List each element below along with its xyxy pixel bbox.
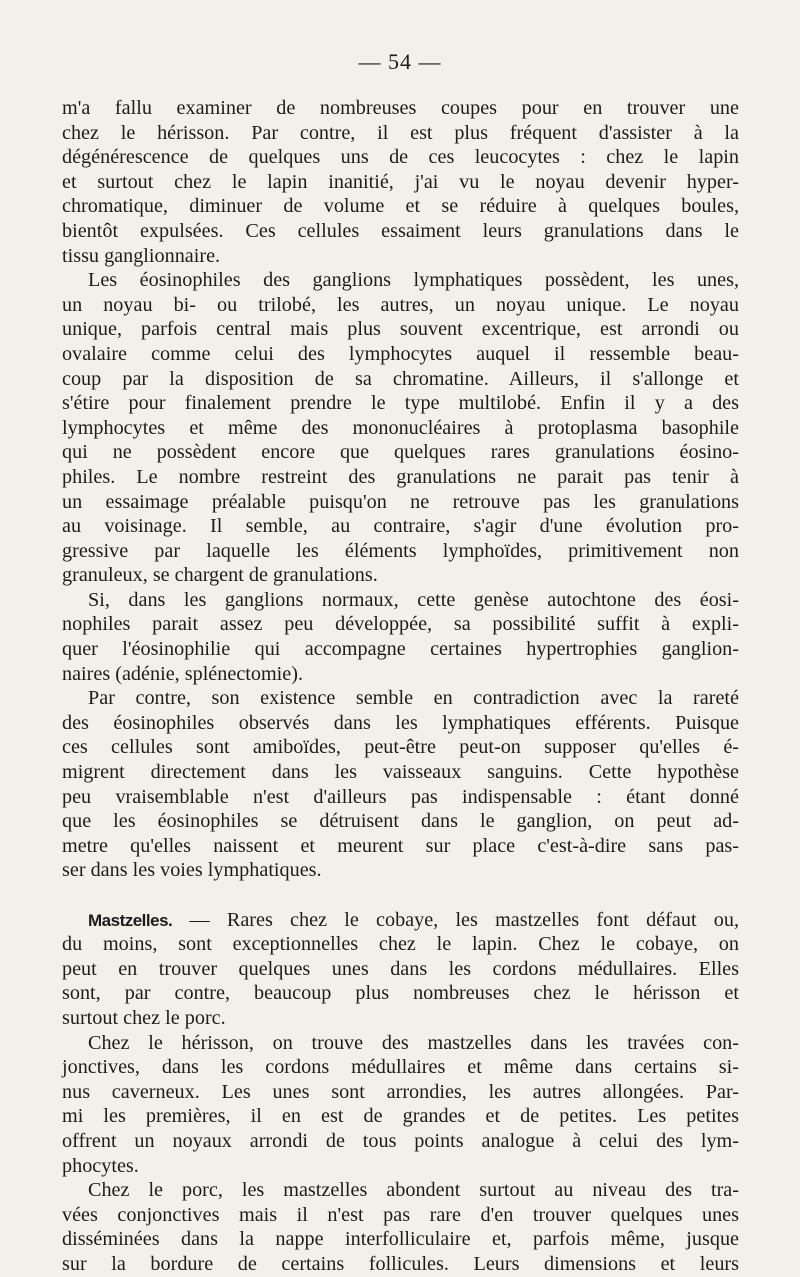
text-line [62, 760, 739, 785]
text-line [62, 711, 739, 736]
text-line [62, 1252, 739, 1277]
line-text: Si, dans les ganglions normaux, cette genèse autochtone des éosi- [88, 588, 739, 611]
line-text: phocytes. [62, 1154, 139, 1177]
line-text: s'étire pour finalement prendre le type multilobé. Enfin il y a des [62, 392, 739, 415]
text-line [62, 145, 739, 170]
line-text: un noyau bi- ou trilobé, les autres, un noyau unique. Le noyau [62, 293, 739, 316]
text-line [62, 588, 739, 613]
line-text: dégénérescence de quelques uns de ces leucocytes : chez le lapin [62, 146, 739, 169]
text-line [62, 514, 739, 539]
line-text: disséminées dans la nappe interfolliculaire et, parfois même, jusque [62, 1228, 739, 1251]
line-text: — Rares chez le cobaye, les mastzelles font défaut ou, [172, 908, 739, 931]
text-line [62, 932, 739, 957]
text-line [62, 244, 739, 269]
text-line [62, 1080, 739, 1105]
line-text: nophiles parait assez peu développée, sa possibilité suffit à expli- [62, 613, 739, 636]
line-text: philes. Le nombre restreint des granulations ne parait pas tenir à [62, 465, 739, 488]
text-line [62, 1055, 739, 1080]
text-line [62, 686, 739, 711]
line-text: et surtout chez le lapin inanitié, j'ai vu le noyau devenir hyper- [62, 170, 739, 193]
line-text: qui ne possèdent encore que quelques rares granulations éosino- [62, 441, 739, 464]
line-text: chez le hérisson. Par contre, il est plus fréquent d'assister à la [62, 121, 739, 144]
line-text: Par contre, son existence semble en contradiction avec la rareté [88, 687, 739, 710]
line-text: granuleux, se chargent de granulations. [62, 564, 378, 587]
line-text: ser dans les voies lymphatiques. [62, 859, 322, 882]
text-line [62, 858, 739, 883]
text-line [62, 1203, 739, 1228]
line-text: sont, par contre, beaucoup plus nombreuses chez le hérisson et [62, 982, 739, 1005]
text-line [62, 317, 739, 342]
line-text: ces cellules sont amiboïdes, peut-être peut-on supposer qu'elles é- [62, 736, 739, 759]
line-text: jonctives, dans les cordons médullaires et même dans certains si- [62, 1056, 739, 1079]
text-line [62, 563, 739, 588]
line-text: metre qu'elles naissent et meurent sur place c'est-à-dire sans pas- [62, 834, 739, 857]
line-text: des éosinophiles observés dans les lymphatiques efférents. Puisque [62, 711, 739, 734]
text-line [62, 440, 739, 465]
line-text: gressive par laquelle les éléments lymphoïdes, primitivement non [62, 539, 739, 562]
line-text: surtout chez le porc. [62, 1006, 226, 1029]
line-text: ovalaire comme celui des lymphocytes auquel il ressemble beau- [62, 342, 739, 365]
line-text: un essaimage préalable puisqu'on ne retrouve pas les granulations [62, 490, 739, 513]
line-text: Chez le hérisson, on trouve des mastzelles dans les travées con- [88, 1031, 739, 1054]
line-text: vées conjonctives mais il n'est pas rare d'en trouver quelques unes [62, 1203, 739, 1226]
text-line [62, 834, 739, 859]
text-line [62, 1031, 739, 1056]
line-text: que les éosinophiles se détruisent dans le ganglion, on peut ad- [62, 810, 739, 833]
text-line [62, 908, 739, 933]
text-line [62, 219, 739, 244]
text-line [62, 785, 739, 810]
text-line [62, 170, 739, 195]
line-text: unique, parfois central mais plus souvent excentrique, est arrondi ou [62, 318, 739, 341]
text-line [62, 1129, 739, 1154]
line-text: chromatique, diminuer de volume et se réduire à quelques boules, [62, 195, 739, 218]
text-line [62, 1227, 739, 1252]
line-text: au voisinage. Il semble, au contraire, s'agir d'une évolution pro- [62, 515, 739, 538]
line-text: Chez le porc, les mastzelles abondent surtout au niveau des tra- [88, 1179, 739, 1202]
line-text: peu vraisemblable n'est d'ailleurs pas indispensable : étant donné [62, 785, 739, 808]
line-text: mi les premières, il en est de grandes et de petites. Les petites [62, 1105, 739, 1128]
text-line [62, 416, 739, 441]
text-line [62, 367, 739, 392]
text-line [62, 539, 739, 564]
text-line [62, 809, 739, 834]
text-line [62, 342, 739, 367]
line-text: naires (adénie, splénectomie). [62, 662, 304, 685]
line-text: bientôt expulsées. Ces cellules essaiment leurs granulations dans le [62, 219, 739, 242]
text-line [62, 735, 739, 760]
text-line [62, 662, 739, 687]
line-text: Les éosinophiles des ganglions lymphatiques possèdent, les unes, [88, 269, 739, 292]
body-text [62, 96, 739, 1277]
line-text: quer l'éosinophilie qui accompagne certaines hypertrophies ganglion- [62, 638, 739, 661]
text-line [62, 293, 739, 318]
text-line [62, 96, 739, 121]
text-line [62, 1006, 739, 1031]
line-text: coup par la disposition de sa chromatine. Ailleurs, il s'allonge et [62, 367, 739, 390]
line-text: sur la bordure de certains follicules. Leurs dimensions et leurs [62, 1252, 739, 1275]
text-line [62, 612, 739, 637]
text-line [62, 1154, 739, 1179]
line-text: tissu ganglionnaire. [62, 244, 221, 267]
text-line [62, 981, 739, 1006]
text-line [62, 490, 739, 515]
section-heading: Mastzelles. [88, 910, 173, 930]
text-line [62, 1104, 739, 1129]
line-text: migrent directement dans les vaisseaux sanguins. Cette hypothèse [62, 761, 739, 784]
line-text: offrent un noyaux arrondi de tous points analogue à celui des lym- [62, 1129, 739, 1152]
line-text: peut en trouver quelques unes dans les cordons médullaires. Elles [62, 957, 739, 980]
text-line [62, 391, 739, 416]
text-line [62, 465, 739, 490]
line-text: lymphocytes et même des mononucléaires à protoplasma basophile [62, 416, 739, 439]
page-number: — 54 — [358, 49, 442, 74]
text-line [62, 1178, 739, 1203]
line-text: du moins, sont exceptionnelles chez le lapin. Chez le cobaye, on [62, 933, 739, 956]
text-line [62, 957, 739, 982]
text-line [62, 268, 739, 293]
text-line [62, 637, 739, 662]
text-line [62, 121, 739, 146]
text-line [62, 883, 739, 908]
line-text: nus caverneux. Les unes sont arrondies, les autres allongées. Par- [62, 1080, 739, 1103]
line-text: m'a fallu examiner de nombreuses coupes pour en trouver une [62, 97, 739, 119]
text-line [62, 194, 739, 219]
